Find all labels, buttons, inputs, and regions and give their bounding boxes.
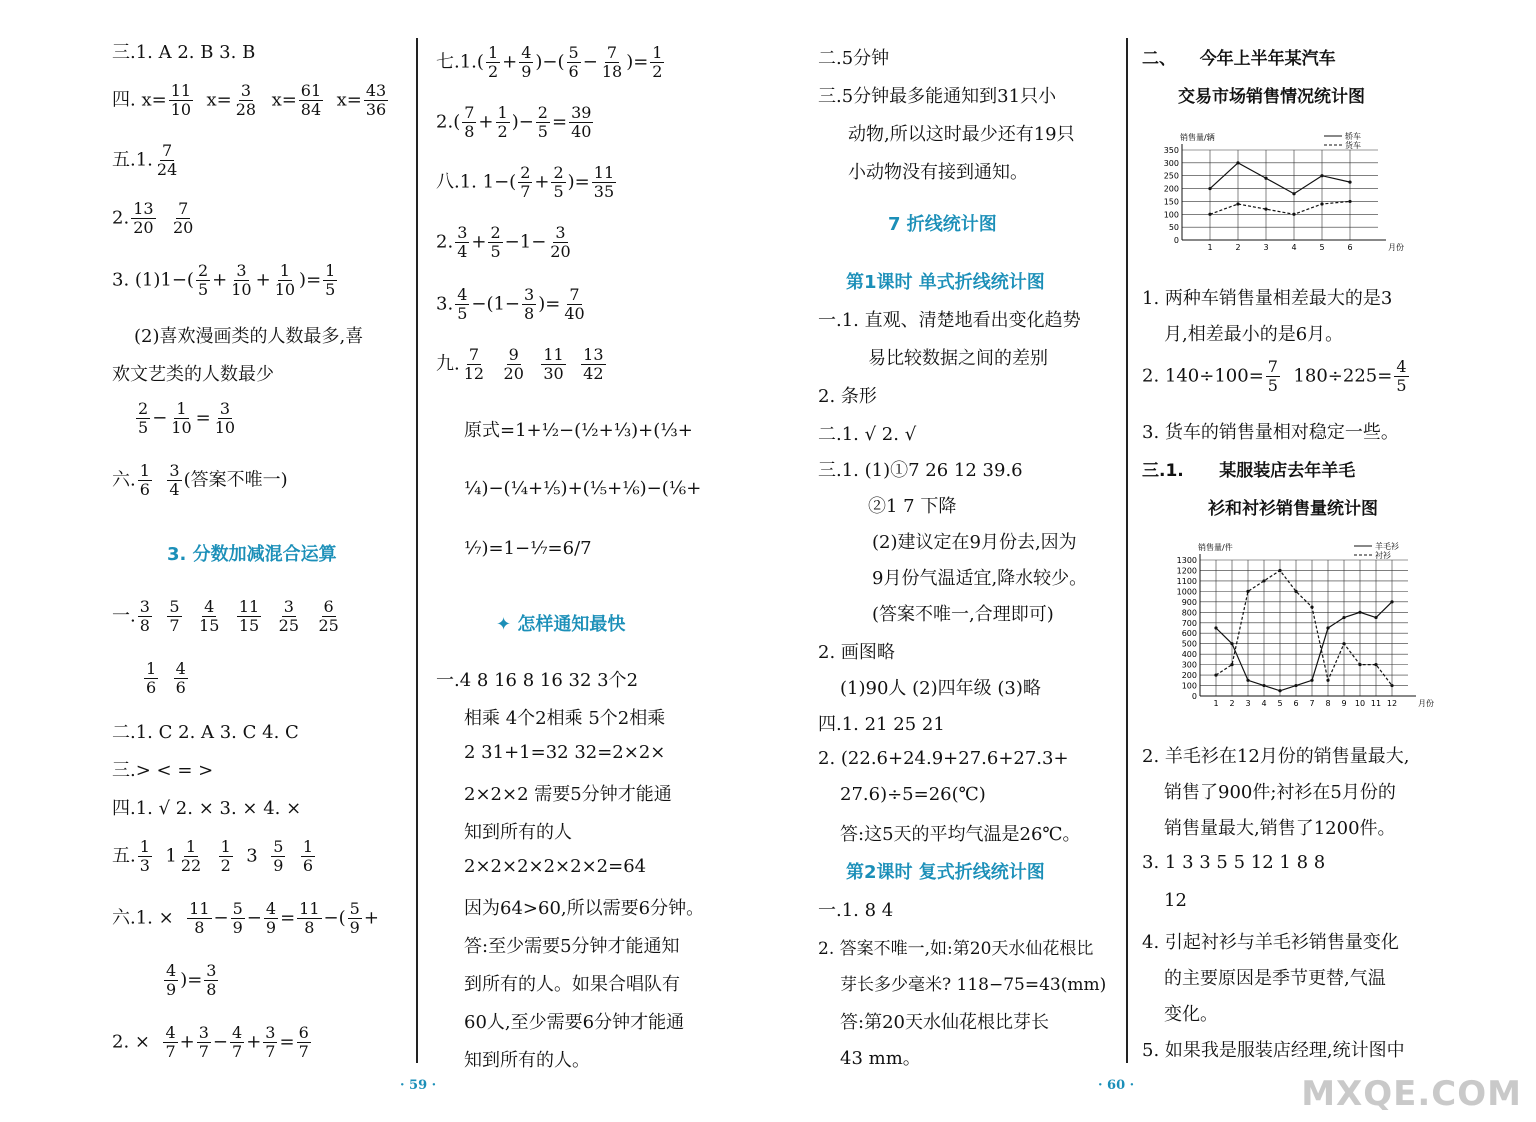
- fraction: $\frac{3}{8}$: [524, 285, 535, 323]
- answer-line: 2.( $\frac{7}{8}$ + $\frac{1}{2}$ )− $\frac{2}{5}$ = $\frac{39}{40}$: [436, 103, 592, 141]
- star-icon: ✦: [496, 614, 518, 635]
- chart-title: [1142, 44, 1336, 69]
- data-point: [1310, 605, 1313, 608]
- answer-line: 二.5分钟: [818, 48, 890, 69]
- fraction: $\frac{4}{9}$: [265, 899, 277, 937]
- page-number: · 60 ·: [1098, 1078, 1135, 1093]
- answer-line: 3. 货车的销售量相对稳定一些。: [1142, 422, 1399, 443]
- y-tick-label: 250: [1163, 171, 1179, 181]
- fraction: $\frac{3}{10}$: [214, 399, 236, 437]
- fraction: $\frac{43}{36}$: [365, 81, 387, 119]
- data-point: [1292, 213, 1295, 216]
- data-point: [1320, 202, 1323, 205]
- y-tick-label: 200: [1181, 671, 1197, 681]
- answer-line: 小动物没有接到通知。: [848, 162, 1028, 183]
- fraction: $\frac{7}{8}$: [464, 103, 475, 141]
- y-tick-label: 100: [1163, 210, 1179, 220]
- chapter-heading: 7 折线统计图: [888, 214, 997, 235]
- fraction: $\frac{3}{28}$: [235, 81, 257, 119]
- label: 八.1. 1−(: [436, 171, 517, 193]
- y-tick-label: 700: [1181, 618, 1197, 628]
- answer-line: (答案不唯一,合理即可): [872, 604, 1054, 625]
- x-tick-label: 7: [1309, 699, 1315, 708]
- eq-label: x=: [271, 89, 297, 111]
- y-tick-label: 500: [1181, 639, 1197, 649]
- expr: 180÷225=: [1293, 365, 1393, 387]
- data-point: [1246, 590, 1249, 593]
- answer-line: 2×2×2 需要5分钟才能通: [464, 784, 672, 805]
- data-point: [1310, 679, 1313, 682]
- answer-line: 43 mm。: [840, 1048, 921, 1069]
- fraction: $\frac{4}{5}$: [457, 285, 468, 323]
- fraction: $\frac{6}{25}$: [318, 597, 339, 635]
- chart-title: [1142, 456, 1355, 481]
- data-point: [1320, 174, 1323, 177]
- data-point: [1374, 616, 1377, 619]
- label: 六.: [112, 469, 136, 491]
- data-point: [1390, 684, 1393, 687]
- fraction: $\frac{2}{5}$: [197, 261, 209, 299]
- data-point: [1342, 642, 1345, 645]
- fraction: $\frac{4}{7}$: [165, 1023, 176, 1061]
- answer-line: 3. (1)1−( $\frac{2}{5}$ + $\frac{3}{10}$ + $\frac{1}{10}$ )= $\frac{1}{5}$: [112, 261, 336, 299]
- data-point: [1358, 611, 1361, 614]
- answer-line: [112, 142, 181, 179]
- y-tick-label: 1300: [1176, 556, 1197, 565]
- y-tick-label: 400: [1181, 650, 1197, 660]
- fraction: $\frac{4}{9}$: [521, 43, 532, 81]
- x-tick-label: 9: [1341, 699, 1347, 708]
- fraction: $\frac{4}{6}$: [175, 659, 186, 697]
- column-divider: [1126, 38, 1128, 1063]
- fraction: $\frac{3}{8}$: [139, 597, 150, 635]
- answer-line: 六.1. × $\frac{11}{8}$ − $\frac{5}{9}$ − $\frac{4}{9}$ = $\frac{11}{8}$ −( $\frac{5}{9}$ +: [112, 899, 379, 937]
- y-tick-label: 1000: [1176, 587, 1197, 597]
- fraction: $\frac{1}{6}$: [302, 837, 314, 875]
- data-point: [1374, 663, 1377, 666]
- legend-label: 衬衫: [1375, 551, 1391, 560]
- y-tick-label: 300: [1181, 660, 1197, 670]
- answer-line: [112, 200, 197, 237]
- fraction: $\frac{3}{8}$: [206, 961, 217, 999]
- data-point: [1236, 202, 1239, 205]
- title-text: 今年上半年某汽车: [1199, 49, 1336, 69]
- answer-line: 4. 引起衬衫与羊毛衫销售量变化: [1142, 932, 1399, 953]
- answer-line: 三.> < = >: [112, 760, 214, 781]
- answer-line: 12: [1164, 890, 1187, 911]
- fraction: $\frac{3}{7}$: [265, 1023, 276, 1061]
- y-tick-label: 350: [1163, 146, 1179, 155]
- fraction: $\frac{13}{20}$: [133, 199, 154, 237]
- fraction: $\frac{11}{35}$: [593, 163, 615, 201]
- data-point: [1208, 213, 1211, 216]
- answer-line: $\frac{2}{5}$ − $\frac{1}{10}$ = $\frac{3}{10}$: [138, 399, 236, 437]
- label: 3. (1)1−(: [112, 269, 194, 291]
- whole: 3: [246, 845, 258, 867]
- y-tick-label: 600: [1181, 629, 1197, 639]
- fraction: $\frac{2}{5}$: [553, 163, 564, 201]
- x-axis-label: 月份: [1388, 243, 1404, 252]
- title-text: 某服装店去年羊毛: [1219, 461, 1356, 481]
- answer-line: (2)喜欢漫画类的人数最多,喜: [134, 326, 364, 347]
- answer-line: [112, 838, 317, 875]
- answer-line: (2)建议定在9月份去,因为: [872, 532, 1077, 553]
- answer-line: [112, 82, 390, 119]
- answer-line: 易比较数据之间的差别: [868, 348, 1048, 369]
- fraction: $\frac{1}{6}$: [139, 461, 150, 499]
- series-line: [1216, 602, 1392, 691]
- label: 2. ×: [112, 1031, 150, 1053]
- data-point: [1214, 626, 1217, 629]
- fraction: $\frac{3}{7}$: [198, 1023, 209, 1061]
- fraction: $\frac{3}{4}$: [457, 223, 468, 261]
- data-point: [1208, 187, 1211, 190]
- section-title: 怎样通知最快: [517, 614, 626, 635]
- data-point: [1358, 663, 1361, 666]
- data-point: [1342, 616, 1345, 619]
- fraction: $\frac{1}{2}$: [220, 837, 231, 875]
- data-point: [1390, 600, 1393, 603]
- answer-line: 三.1. (1)①7 26 12 39.6: [818, 460, 1023, 481]
- answer-line: 27.6)÷5=26(℃): [840, 784, 986, 805]
- answer-line: 变化。: [1164, 1004, 1218, 1025]
- page-number: · 59 ·: [400, 1078, 437, 1093]
- y-tick-label: 1100: [1176, 576, 1197, 586]
- data-point: [1264, 208, 1267, 211]
- y-tick-label: 0: [1191, 692, 1197, 701]
- fraction: $\frac{1}{10}$: [274, 261, 296, 299]
- answer-line: 知到所有的人。: [464, 1050, 590, 1071]
- note: (答案不唯一): [183, 469, 288, 491]
- answer-line: 5. 如果我是服装店经理,统计图中: [1142, 1040, 1405, 1061]
- eq-label: x=: [206, 89, 232, 111]
- fraction: $\frac{6}{7}$: [298, 1023, 309, 1061]
- answer-line: 动物,所以这时最少还有19只: [848, 124, 1075, 145]
- label: 九.: [436, 353, 460, 375]
- y-tick-label: 150: [1163, 197, 1179, 207]
- x-tick-label: 3: [1245, 699, 1251, 708]
- answer-line: 八.1. 1−( $\frac{2}{7}$ + $\frac{2}{5}$ )= $\frac{11}{35}$: [436, 163, 615, 201]
- x-tick-label: 5: [1319, 243, 1325, 252]
- legend-label: 轿车: [1345, 132, 1361, 141]
- chart-title: 衫和衬衫销售量统计图: [1208, 499, 1378, 519]
- answer-line: 一.1. 直观、清楚地看出变化趋势: [818, 310, 1081, 331]
- answer-line: [142, 660, 190, 697]
- fraction: $\frac{2}{5}$: [490, 223, 501, 261]
- fraction: $\frac{4}{9}$: [166, 961, 177, 999]
- data-point: [1294, 590, 1297, 593]
- data-point: [1326, 626, 1329, 629]
- answer-line: [1142, 358, 1411, 395]
- answer-line: 9月份气温适宜,降水较少。: [872, 568, 1088, 589]
- legend-label: 羊毛衫: [1375, 542, 1399, 551]
- y-tick-label: 1200: [1176, 566, 1197, 576]
- answer-line: 2. 画图略: [818, 642, 895, 663]
- fraction: $\frac{4}{15}$: [199, 597, 220, 635]
- answer-line: 2. 答案不唯一,如:第20天水仙花根比: [818, 939, 1094, 959]
- answer-line: 2×2×2×2×2×2=64: [464, 856, 647, 877]
- fraction: $\frac{4}{7}$: [232, 1023, 243, 1061]
- y-axis-label: 销售量/件: [1198, 543, 1233, 552]
- fraction: $\frac{5}{7}$: [169, 597, 180, 635]
- answer-line: 到所有的人。如果合唱队有: [464, 974, 680, 995]
- answer-line: [436, 346, 608, 383]
- answer-line: ②1 7 下降: [868, 496, 957, 517]
- answer-line: 2. × $\frac{4}{7}$ + $\frac{3}{7}$ − $\frac{4}{7}$ + $\frac{3}{7}$ = $\frac{6}{7}$: [112, 1023, 309, 1061]
- fraction: $\frac{3}{20}$: [550, 223, 571, 261]
- eq-label: x=: [336, 89, 362, 111]
- answer-line: 欢文艺类的人数最少: [112, 364, 274, 385]
- y-tick-label: 800: [1181, 608, 1197, 618]
- fraction: $\frac{5}{9}$: [349, 899, 360, 937]
- section-heading: 3. 分数加减混合运算: [167, 544, 337, 565]
- fraction: $\frac{11}{10}$: [170, 81, 192, 119]
- x-tick-label: 2: [1235, 243, 1241, 252]
- answer-line: 3. $\frac{4}{5}$ −(1− $\frac{3}{8}$ )= $\frac{7}{40}$: [436, 285, 585, 323]
- chart-title: 交易市场销售情况统计图: [1178, 87, 1365, 107]
- label: 二、: [1142, 49, 1176, 69]
- answer-line: 七.1.( $\frac{1}{2}$ + $\frac{4}{9}$ )−( $\frac{5}{6}$ − $\frac{7}{18}$ )= $\frac{1}{2}$: [436, 43, 663, 81]
- fraction: $\frac{5}{9}$: [232, 899, 243, 937]
- fraction: $\frac{11}{15}$: [238, 597, 260, 635]
- fraction: $\frac{3}{25}$: [278, 597, 299, 635]
- fraction: $\frac{3}{4}$: [169, 461, 180, 499]
- fraction: $\frac{2}{5}$: [138, 399, 149, 437]
- fraction: $\frac{7}{40}$: [564, 285, 585, 323]
- x-tick-label: 6: [1347, 243, 1353, 252]
- fraction: $\frac{1}{2}$: [652, 43, 663, 81]
- answer-line: 原式=1+½−(½+⅓)+(⅓+: [464, 420, 693, 441]
- fraction: $\frac{11}{30}$: [543, 345, 564, 383]
- x-tick-label: 1: [1207, 243, 1213, 252]
- y-tick-label: 200: [1163, 184, 1179, 194]
- answer-line: 2. 羊毛衫在12月份的销售量最大,: [1142, 746, 1410, 767]
- answer-line: 答:第20天水仙花根比芽长: [840, 1012, 1049, 1033]
- label: 2.: [436, 231, 454, 253]
- clothing-sales-line-chart: [1170, 538, 1438, 714]
- answer-line: 答:至少需要5分钟才能通知: [464, 936, 680, 957]
- y-axis-label: 销售量/辆: [1180, 133, 1215, 142]
- answer-line: 60人,至少需要6分钟才能通: [464, 1012, 685, 1033]
- answer-line: 销售量最大,销售了1200件。: [1164, 818, 1396, 839]
- op: )=: [299, 269, 322, 291]
- fraction: $\frac{1}{10}$: [171, 399, 192, 437]
- x-tick-label: 1: [1213, 699, 1219, 708]
- answer-line: 一.1. 8 4: [818, 900, 894, 921]
- answer-line: 一.4 8 16 8 16 32 3个2: [436, 670, 639, 691]
- answer-line: 答:这5天的平均气温是26℃。: [840, 824, 1081, 845]
- x-tick-label: 2: [1229, 699, 1235, 708]
- legend-label: 货车: [1345, 141, 1361, 150]
- answer-line: 的主要原因是季节更替,气温: [1164, 968, 1386, 989]
- answer-line: ⅐)=1−⅐=6/7: [464, 538, 592, 559]
- answer-line: 三.5分钟最多能通知到31只小: [818, 86, 1057, 107]
- answer-line: 二.1. √ 2. √: [818, 424, 917, 445]
- fraction: $\frac{9}{20}$: [503, 345, 524, 383]
- answer-line: $\frac{4}{9}$ )= $\frac{3}{8}$: [166, 961, 217, 999]
- x-tick-label: 6: [1293, 699, 1299, 708]
- expr: 2. 140÷100=: [1142, 365, 1264, 387]
- x-tick-label: 4: [1261, 699, 1267, 708]
- data-point: [1214, 673, 1217, 676]
- answer-line: 芽长多少毫米? 118−75=43(mm): [840, 975, 1107, 995]
- answer-line: 2. (22.6+24.9+27.6+27.3+: [818, 748, 1069, 769]
- fraction: $\frac{1}{3}$: [139, 837, 150, 875]
- label: 3.: [436, 293, 454, 315]
- y-tick-label: 0: [1173, 236, 1179, 245]
- fraction: $\frac{1}{5}$: [325, 261, 336, 299]
- data-point: [1264, 177, 1267, 180]
- fraction: $\frac{1}{22}$: [180, 837, 202, 875]
- fraction: $\frac{5}{6}$: [568, 43, 579, 81]
- y-tick-label: 50: [1168, 223, 1179, 233]
- answer-line: 相乘 4个2相乘 5个2相乘: [464, 708, 666, 729]
- answer-line: 3. 1 3 3 5 5 12 1 8 8: [1142, 852, 1326, 873]
- fraction: $\frac{7}{18}$: [601, 43, 623, 81]
- label: 2.: [436, 111, 454, 133]
- x-tick-label: 5: [1277, 699, 1283, 708]
- label: 一.: [112, 605, 136, 627]
- data-point: [1230, 663, 1233, 666]
- y-tick-label: 300: [1163, 158, 1179, 168]
- label: 四.: [112, 89, 136, 111]
- y-tick-label: 100: [1181, 681, 1197, 691]
- answer-line: 销售了900件;衬衫在5月份的: [1164, 782, 1396, 803]
- fraction: $\frac{13}{42}$: [583, 345, 604, 383]
- fraction: $\frac{11}{8}$: [299, 899, 320, 937]
- x-tick-label: 12: [1386, 699, 1398, 708]
- fraction: $\frac{7}{24}$: [156, 141, 178, 179]
- fraction: $\frac{1}{6}$: [146, 659, 157, 697]
- fraction: $\frac{4}{5}$: [1396, 357, 1407, 395]
- x-tick-label: 10: [1354, 699, 1366, 708]
- x-tick-label: 8: [1325, 699, 1331, 708]
- x-axis-label: 月份: [1418, 699, 1434, 708]
- answer-line: 二.1. C 2. A 3. C 4. C: [112, 722, 299, 743]
- series-line: [1210, 163, 1350, 194]
- data-point: [1348, 200, 1351, 203]
- answer-line: 因为64>60,所以需要6分钟。: [464, 898, 705, 919]
- answer-line: 四.1. √ 2. × 3. × 4. ×: [112, 798, 302, 819]
- fraction: $\frac{3}{10}$: [231, 261, 252, 299]
- answer-line: ¼)−(¼+⅕)+(⅕+⅙)−(⅙+: [464, 478, 702, 499]
- fraction: $\frac{7}{20}$: [173, 199, 194, 237]
- answer-line: 2. 条形: [818, 386, 877, 407]
- data-point: [1326, 679, 1329, 682]
- data-point: [1294, 684, 1297, 687]
- x-tick-label: 11: [1370, 699, 1382, 708]
- x-tick-label: 3: [1263, 243, 1269, 252]
- answer-line: 四.1. 21 25 21: [818, 714, 945, 735]
- answer-line: [112, 462, 288, 499]
- answer-line: 月,相差最小的是6月。: [1164, 324, 1344, 345]
- lesson-heading: 第1课时 单式折线统计图: [846, 272, 1045, 293]
- fraction: $\frac{7}{12}$: [463, 345, 485, 383]
- answer-line: 知到所有的人: [464, 822, 572, 843]
- whole: 1: [165, 845, 177, 867]
- lesson-heading: 第2课时 复式折线统计图: [846, 862, 1045, 883]
- x-tick-label: 4: [1291, 243, 1297, 252]
- fraction: $\frac{2}{7}$: [520, 163, 531, 201]
- answer-line: 2 31+1=32 32=2×2×: [464, 742, 666, 763]
- answer-line: 1. 两种车销售量相差最大的是3: [1142, 288, 1393, 309]
- fraction: $\frac{1}{2}$: [487, 43, 499, 81]
- label: 2.: [112, 207, 130, 229]
- answer-line: [112, 598, 343, 635]
- watermark: MXQE.COM: [1301, 1074, 1522, 1114]
- data-point: [1262, 579, 1265, 582]
- data-point: [1236, 161, 1239, 164]
- fraction: $\frac{39}{40}$: [571, 103, 592, 141]
- eq-label: x=: [141, 89, 167, 111]
- y-tick-label: 900: [1181, 597, 1197, 607]
- section-heading: [496, 610, 625, 636]
- label: 七.1.: [436, 51, 477, 73]
- data-point: [1230, 642, 1233, 645]
- fraction: $\frac{11}{8}$: [189, 899, 210, 937]
- car-sales-line-chart: [1156, 126, 1402, 256]
- data-point: [1278, 689, 1281, 692]
- fraction: $\frac{5}{9}$: [273, 837, 284, 875]
- data-point: [1292, 192, 1295, 195]
- data-point: [1262, 684, 1265, 687]
- data-point: [1348, 181, 1351, 184]
- column-divider: [416, 38, 418, 1063]
- data-point: [1246, 679, 1249, 682]
- label: 六.1. ×: [112, 907, 174, 929]
- answer-line: (1)90人 (2)四年级 (3)略: [840, 678, 1041, 699]
- answer-line: 2. $\frac{3}{4}$ + $\frac{2}{5}$ −1− $\frac{3}{20}$: [436, 223, 571, 261]
- label: 五.: [112, 845, 136, 867]
- answer-line: 三.1. A 2. B 3. B: [112, 42, 256, 63]
- fraction: $\frac{7}{5}$: [1267, 357, 1278, 395]
- fraction: $\frac{2}{5}$: [537, 103, 548, 141]
- fraction: $\frac{61}{84}$: [300, 81, 322, 119]
- series-line: [1210, 201, 1350, 214]
- fraction: $\frac{1}{2}$: [497, 103, 508, 141]
- label: 三.1.: [1142, 461, 1184, 481]
- label: 五.1.: [112, 149, 153, 171]
- data-point: [1278, 569, 1281, 572]
